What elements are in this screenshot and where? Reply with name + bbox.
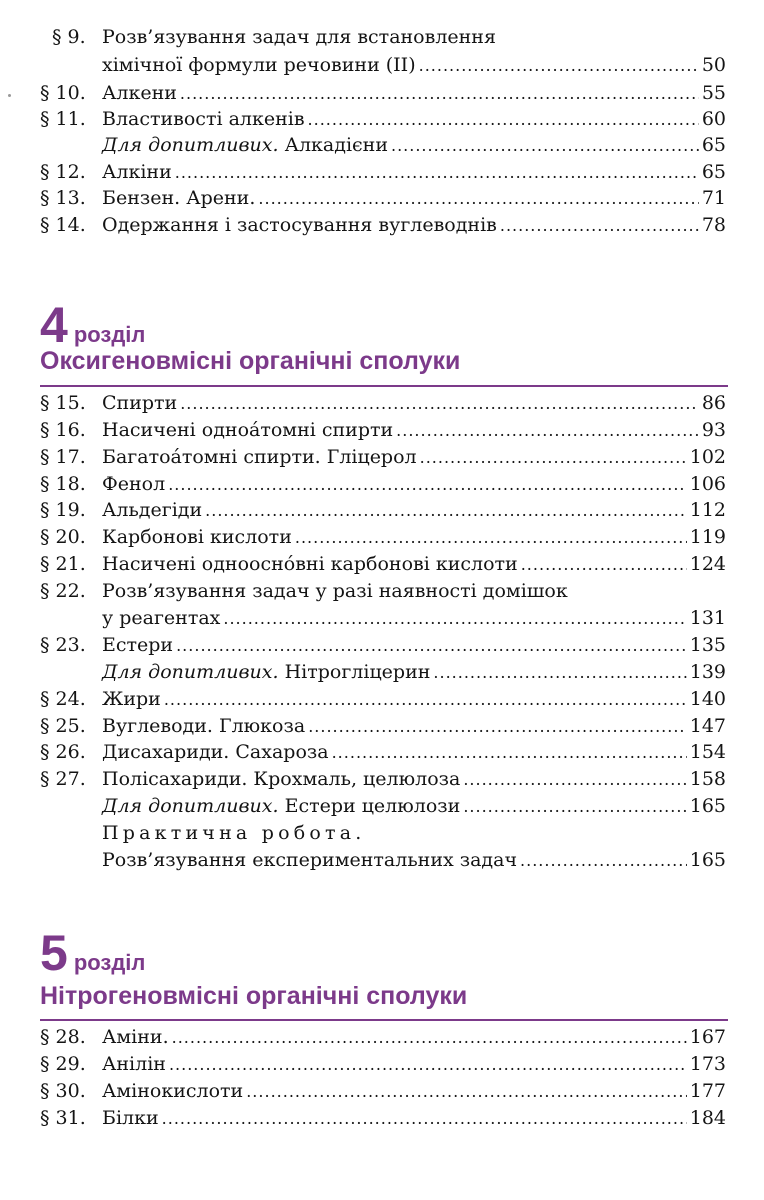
section-number: § 18. [40, 473, 86, 495]
entry-title: Алкени [102, 82, 177, 104]
entry-title: Багатоáтомні спирти. Гліцерол [102, 446, 417, 468]
page-number: 158 [689, 768, 726, 790]
page-number: 131 [689, 607, 726, 629]
toc-entry-practical-work[interactable] [40, 847, 726, 873]
entry-title: Одержання і застосування вуглеводнів [102, 214, 497, 236]
chapter-word: розділ [73, 950, 146, 975]
leader-dots [420, 445, 687, 471]
leader-dots [500, 213, 699, 239]
section-number: § 24. [40, 688, 86, 710]
entry-title: Бензен. Арени. [102, 187, 256, 209]
entry-title: хімічної формули речовини (ІІ) [102, 54, 416, 76]
toc-entry-19[interactable] [40, 497, 726, 523]
page-number: 173 [689, 1053, 726, 1075]
page-number: 106 [689, 473, 726, 495]
entry-title: Дисахариди. Сахароза [102, 741, 329, 763]
toc-entry-26[interactable] [40, 739, 726, 765]
leader-dots [391, 133, 699, 159]
entry-title: Карбонові кислоти [102, 526, 292, 548]
toc-entry-24[interactable] [40, 686, 726, 712]
toc-entry-curious-cellulose-esters[interactable] [40, 793, 726, 819]
section-number: § 14. [40, 214, 86, 236]
entry-italic-label: Для допитливих. [102, 134, 279, 156]
page-number: 184 [689, 1107, 726, 1129]
page-number: 55 [701, 82, 726, 104]
leader-dots [162, 1106, 687, 1132]
entry-title: Полісахариди. Крохмаль, целюлоза [102, 768, 461, 790]
page-number: 140 [689, 688, 726, 710]
page-number: 60 [701, 108, 726, 130]
toc-entry-30[interactable] [40, 1078, 726, 1104]
section-number: § 25. [40, 715, 86, 737]
entry-title: Властивості алкенів [102, 108, 305, 130]
section-number: § 31. [40, 1107, 86, 1129]
entry-italic-label: Для допитливих. [102, 661, 279, 683]
entry-title: Вуглеводи. Глюкоза [102, 715, 306, 737]
entry-title: Естери [102, 634, 174, 656]
leader-dots [396, 418, 699, 444]
scan-speck [8, 94, 11, 97]
toc-entry-20[interactable] [40, 524, 726, 550]
section-number: § 28. [40, 1026, 86, 1048]
leader-dots [223, 606, 686, 632]
page-number: 93 [701, 419, 726, 441]
entry-title: Білки [102, 1107, 159, 1129]
entry-title: Фенол [102, 473, 166, 495]
toc-entry-9[interactable] [40, 52, 726, 78]
section-number: § 12. [40, 161, 86, 183]
page-number: 78 [701, 214, 726, 236]
toc-entry-22-line1 [40, 578, 726, 604]
chapter-word: розділ [73, 322, 146, 347]
page-number: 147 [689, 715, 726, 737]
leader-dots [246, 1079, 687, 1105]
entry-title: Спирти [102, 392, 178, 414]
section-number: § 23. [40, 634, 86, 656]
toc-entry-21[interactable] [40, 551, 726, 577]
entry-title: Нітрогліцерин [284, 661, 431, 683]
page-number: 135 [689, 634, 726, 656]
leader-dots [295, 525, 687, 551]
toc-entry-17[interactable] [40, 444, 726, 470]
toc-entry-22[interactable] [40, 605, 726, 631]
entry-title: Розв’язування експериментальних задач [102, 849, 518, 871]
leader-dots [164, 687, 687, 713]
leader-dots [521, 552, 687, 578]
toc-entry-15[interactable] [40, 390, 726, 416]
page-number: 65 [701, 161, 726, 183]
leader-dots [308, 714, 687, 740]
toc-entry-curious-alkadienes[interactable] [40, 132, 726, 158]
section-number: § 13. [40, 187, 86, 209]
entry-title: Розв’язування задач у разі наявності домішок [102, 580, 568, 602]
section-number: § 30. [40, 1080, 86, 1102]
entry-title: Амінокислоти [102, 1080, 244, 1102]
page-number: 124 [689, 553, 726, 575]
toc-entry-curious-nitroglycerin[interactable] [40, 659, 726, 685]
section-number: § 11. [40, 108, 86, 130]
toc-entry-14[interactable] [40, 212, 726, 238]
chapter-5-title: Нітрогеновмісні органічні сполуки [40, 982, 468, 1010]
section-number: § 29. [40, 1053, 86, 1075]
entry-title: Анілін [102, 1053, 166, 1075]
leader-dots [205, 498, 687, 524]
section-number: § 22. [40, 580, 86, 602]
toc-entry-23[interactable] [40, 632, 726, 658]
chapter-number: 5 [40, 925, 68, 981]
section-number: § 26. [40, 741, 86, 763]
entry-title: Жири [102, 688, 161, 710]
entry-title: Аміни. [102, 1026, 169, 1048]
section-number: § 27. [40, 768, 86, 790]
chapter-4-title: Оксигеновмісні органічні сполуки [40, 347, 461, 375]
entry-title: Естери целюлози [284, 795, 461, 817]
leader-dots [180, 391, 699, 417]
chapter-number: 4 [40, 297, 68, 353]
leader-dots [433, 660, 686, 686]
page-number: 119 [689, 526, 726, 548]
leader-dots [258, 186, 698, 212]
toc-entry-29[interactable] [40, 1051, 726, 1077]
toc-entry-9-line1 [40, 24, 726, 50]
entry-italic-label: Для допитливих. [102, 795, 279, 817]
toc-entry-11[interactable] [40, 106, 726, 132]
chapter-5-rule [40, 1019, 728, 1021]
toc-entry-13[interactable] [40, 185, 726, 211]
page-number: 177 [689, 1080, 726, 1102]
entry-title: Алкадієни [284, 134, 388, 156]
leader-dots [332, 740, 687, 766]
leader-dots [168, 472, 687, 498]
chapter-5-heading [40, 925, 146, 981]
toc-entry-10[interactable] [40, 80, 726, 106]
entry-title: Алкіни [102, 161, 172, 183]
section-number: § 16. [40, 419, 86, 441]
toc-entry-25[interactable] [40, 713, 726, 739]
section-number: § 19. [40, 499, 86, 521]
leader-dots [463, 767, 686, 793]
leader-dots [169, 1052, 687, 1078]
page-number: 112 [689, 499, 726, 521]
leader-dots [176, 633, 687, 659]
toc-entry-16[interactable] [40, 417, 726, 443]
entry-title: Розв’язування задач для встановлення [102, 26, 496, 48]
entry-title: Насичені одноосно́вні карбонові кислоти [102, 553, 518, 575]
page-number: 65 [701, 134, 726, 156]
page-number: 102 [689, 446, 726, 468]
toc-entry-31[interactable] [40, 1105, 726, 1131]
toc-entry-18[interactable] [40, 471, 726, 497]
leader-dots [175, 160, 699, 186]
entry-title: Альдегіди [102, 499, 203, 521]
leader-dots [419, 53, 699, 79]
page-number: 50 [701, 54, 726, 76]
entry-title: Практична робота. [102, 822, 366, 844]
page-number: 165 [689, 849, 726, 871]
leader-dots [308, 107, 699, 133]
toc-entry-28[interactable] [40, 1024, 726, 1050]
page-number: 86 [701, 392, 726, 414]
entry-title: у реагентах [102, 607, 221, 629]
section-number: § 15. [40, 392, 86, 414]
leader-dots [172, 1025, 687, 1051]
section-number: § 17. [40, 446, 86, 468]
toc-entry-practical-work-line1 [40, 820, 726, 846]
section-number: § 10. [40, 82, 86, 104]
chapter-4-rule [40, 385, 728, 387]
chapter-4-heading [40, 297, 146, 353]
entry-title: Насичені одноáтомні спирти [102, 419, 394, 441]
page-number: 154 [689, 741, 726, 763]
toc-entry-12[interactable] [40, 159, 726, 185]
section-number: § 9. [52, 26, 86, 48]
section-number: § 21. [40, 553, 86, 575]
section-number: § 20. [40, 526, 86, 548]
leader-dots [520, 848, 687, 874]
page-number: 167 [689, 1026, 726, 1048]
page-number: 71 [701, 187, 726, 209]
leader-dots [180, 81, 699, 107]
page-number: 165 [689, 795, 726, 817]
toc-entry-27[interactable] [40, 766, 726, 792]
page-number: 139 [689, 661, 726, 683]
leader-dots [463, 794, 686, 820]
